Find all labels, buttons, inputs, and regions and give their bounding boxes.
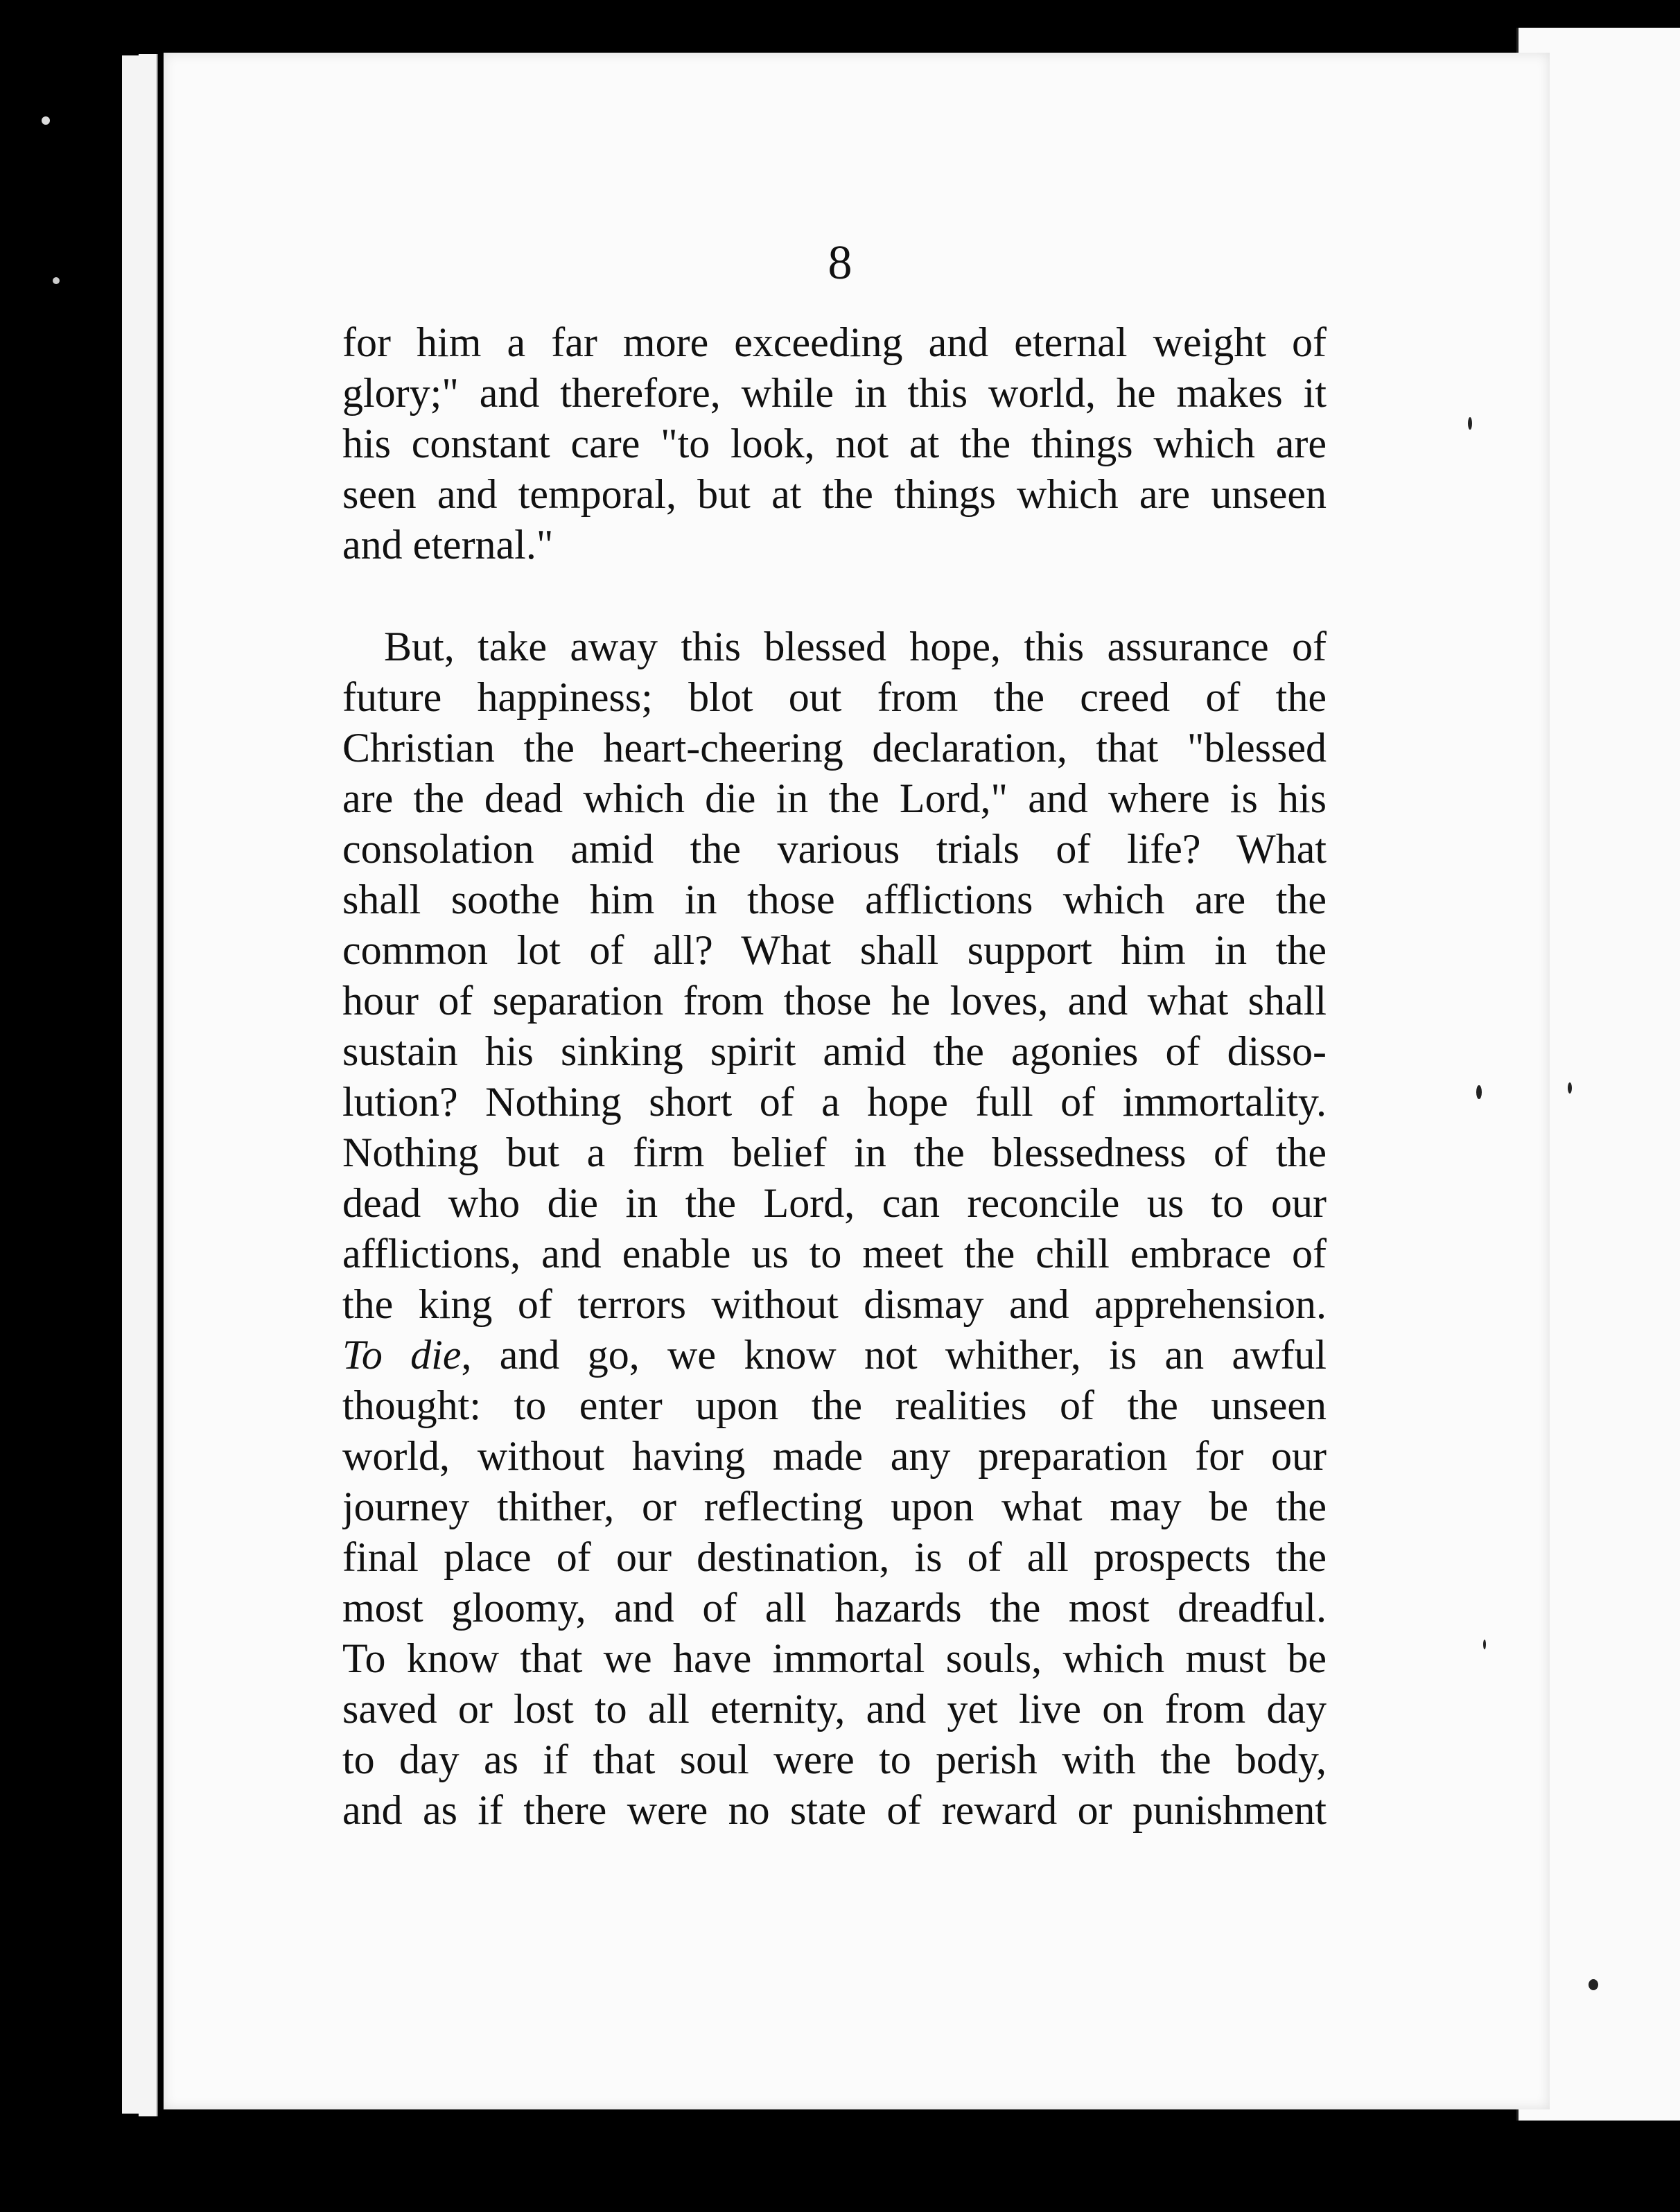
text-line: Nothing but a firm belief in the blessedness of the [342, 1130, 1327, 1175]
text-fragment: , and go, we know not whither, is an awful [461, 1332, 1327, 1378]
italic-phrase: To die [342, 1332, 462, 1378]
text-line: the king of terrors without dismay and apprehension. [342, 1281, 1327, 1327]
text-line: common lot of all? What shall support him in the [342, 927, 1327, 973]
scan-speck [1483, 1640, 1486, 1649]
text-line: hour of separation from those he loves, and what shall [342, 978, 1327, 1024]
text-line: future happiness; blot out from the creed of the [342, 674, 1327, 720]
text-line: Christian the heart-cheering declaration, that "blessed [342, 725, 1327, 771]
text-line [342, 1330, 1327, 1380]
text-line: consolation amid the various trials of life? What [342, 826, 1327, 872]
paragraph [342, 622, 1327, 1836]
text-line: for him a far more exceeding and eternal weight of [342, 319, 1327, 365]
text-line: world, without having made any preparation for our [342, 1433, 1327, 1479]
text-line: to day as if that soul were to perish with the body, [342, 1737, 1327, 1782]
text-line: lution? Nothing short of a hope full of immortality. [342, 1079, 1327, 1125]
scan-speck [1476, 1085, 1482, 1099]
text-line: and eternal." [342, 522, 554, 568]
scan-speck [1568, 1082, 1572, 1094]
page-edge [139, 54, 158, 2116]
scan-speck [1468, 417, 1472, 430]
text-line: To know that we have immortal souls, which must be [342, 1635, 1327, 1681]
text-line: seen and temporal, but at the things which are unseen [342, 471, 1327, 517]
scan-speck [1589, 1979, 1598, 1990]
page-number: 8 [828, 236, 852, 290]
text-line: glory;" and therefore, while in this world, he makes it [342, 370, 1327, 416]
text-line: and as if there were no state of reward or punishment [342, 1787, 1327, 1833]
text-line: But, take away this blessed hope, this assurance of [384, 624, 1327, 669]
text-line: most gloomy, and of all hazards the most dreadful. [342, 1585, 1327, 1631]
text-line: are the dead which die in the Lord," and where is his [342, 775, 1327, 821]
text-line: thought: to enter upon the realities of the unseen [342, 1382, 1327, 1428]
body-text [342, 317, 1327, 1836]
text-line: shall soothe him in those afflictions which are the [342, 877, 1327, 922]
scan-speck [42, 116, 50, 125]
text-line: dead who die in the Lord, can reconcile us to our [342, 1180, 1327, 1226]
text-line: his constant care "to look, not at the things which are [342, 421, 1327, 466]
text-line: sustain his sinking spirit amid the agonies of disso- [342, 1028, 1327, 1074]
text-line: final place of our destination, is of all prospects the [342, 1534, 1327, 1580]
text-line: afflictions, and enable us to meet the chill embrace of [342, 1231, 1327, 1276]
paragraph [342, 317, 1327, 570]
text-line: saved or lost to all eternity, and yet live on from day [342, 1686, 1327, 1732]
text-line: journey thither, or reflecting upon what may be the [342, 1484, 1327, 1529]
